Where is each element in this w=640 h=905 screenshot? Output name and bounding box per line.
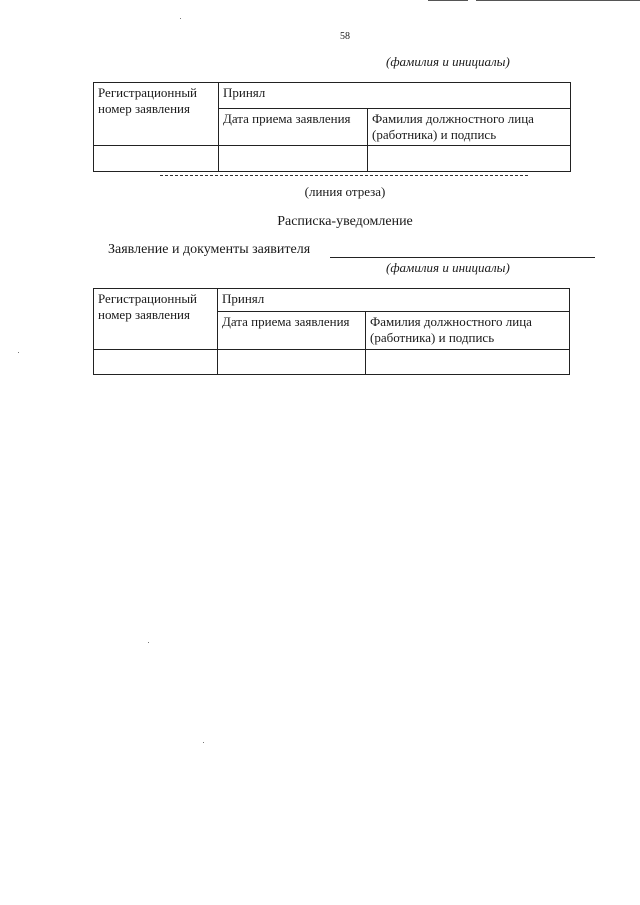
reg-number-cell [94, 146, 219, 172]
receipt-title: Расписка-уведомление [277, 214, 413, 229]
date-received-cell [218, 350, 366, 375]
reg-number-header: Регистрационный номер заявления [94, 83, 219, 146]
applicant-label: Заявление и документы заявителя [108, 242, 311, 257]
name-initials-caption: (фамилия и инициалы) [386, 54, 510, 69]
official-name-header: Фамилия должностного лица (работника) и подпись [366, 312, 570, 350]
receipt-table-bottom [93, 288, 570, 375]
cut-line-label: (линия отреза) [304, 184, 386, 199]
scan-speck [148, 642, 149, 643]
reg-number-cell [94, 350, 218, 375]
official-name-header: Фамилия должностного лица (работника) и подпись [368, 109, 571, 146]
date-received-cell [219, 146, 368, 172]
accepted-header: Принял [219, 83, 571, 109]
scan-top-rule-right [476, 0, 640, 1]
cut-line [160, 175, 528, 176]
reg-number-header: Регистрационный номер заявления [94, 289, 218, 350]
scan-speck [180, 18, 181, 19]
official-name-cell [368, 146, 571, 172]
name-initials-caption: (фамилия и инициалы) [386, 260, 510, 275]
scan-speck [18, 352, 19, 353]
scan-top-rule-left [428, 0, 468, 1]
date-received-header: Дата приема заявления [218, 312, 366, 350]
receipt-table-top [93, 82, 571, 172]
applicant-name-fill-line [330, 257, 595, 258]
scan-speck [203, 742, 204, 743]
date-received-header: Дата приема заявления [219, 109, 368, 146]
page-number: 58 [340, 31, 350, 42]
accepted-header: Принял [218, 289, 570, 312]
official-name-cell [366, 350, 570, 375]
